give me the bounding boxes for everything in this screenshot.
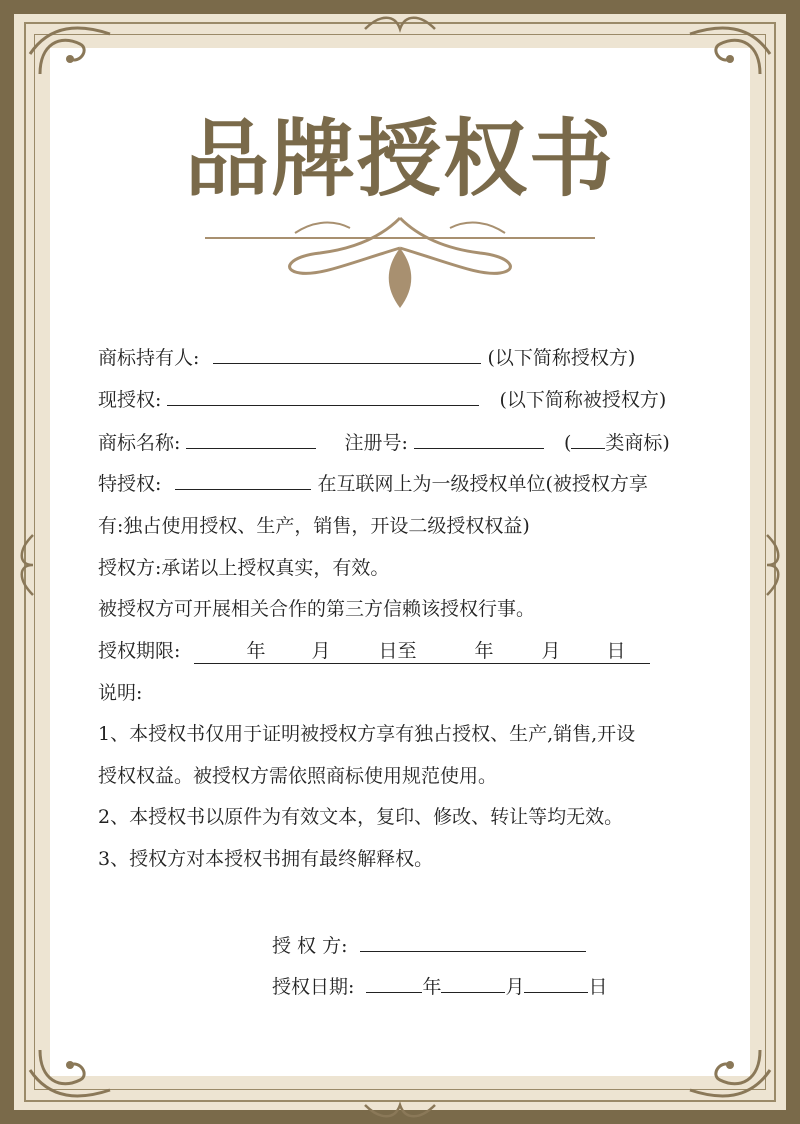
grantee-line: [98, 385, 666, 412]
note-1b: 授权权益。被授权方需依照商标使用规范使用。: [98, 765, 498, 787]
note-2: 2、本授权书以原件为有效文本，复印、修改、转让等均无效。: [98, 806, 624, 828]
class-field[interactable]: [571, 430, 605, 449]
notes-label: 说明:: [98, 682, 143, 704]
corner-flourish-icon: [680, 14, 780, 94]
special-auth-rest: 在互联网上为一级授权单位(被授权方享: [317, 473, 648, 495]
signature-party-line: [272, 931, 586, 958]
holder-label: 商标持有人:: [98, 347, 200, 369]
holder-suffix: (以下简称授权方): [487, 347, 636, 369]
third-party-line: 被授权方可开展相关合作的第三方信赖该授权行事。: [98, 598, 536, 620]
rights-line: 有:独占使用授权、生产，销售，开设二级授权权益): [98, 515, 530, 537]
special-auth-line: [98, 469, 648, 496]
corner-flourish-icon: [680, 1030, 780, 1110]
reg-no-field[interactable]: [414, 430, 544, 449]
corner-flourish-icon: [20, 14, 120, 94]
date-label: 授权日期:: [272, 976, 355, 998]
note-3: 3、授权方对本授权书拥有最终解释权。: [98, 848, 434, 870]
ornament-icon: [200, 208, 600, 318]
grantee-label: 现授权:: [98, 389, 162, 411]
party-label: 授 权 方:: [272, 935, 348, 957]
trademark-name-field[interactable]: [186, 430, 316, 449]
period-line: [98, 636, 650, 664]
class-open: (: [564, 432, 572, 454]
top-flourish-icon: [360, 14, 440, 44]
class-suffix: 类商标): [605, 432, 670, 454]
note-1a: 1、本授权书仅用于证明被授权方享有独占授权、生产,销售,开设: [98, 723, 636, 745]
party-field[interactable]: [360, 933, 586, 952]
bottom-flourish-icon: [360, 1090, 440, 1120]
left-flourish-icon: [18, 530, 48, 600]
period-field[interactable]: 年 月 日至 年 月 日: [194, 636, 649, 664]
special-auth-field[interactable]: [175, 471, 311, 490]
date-day-field[interactable]: [524, 974, 588, 993]
holder-line: [98, 343, 635, 370]
trademark-line: [98, 428, 670, 455]
page-title: 品牌授权书: [184, 110, 615, 208]
corner-flourish-icon: [20, 1030, 120, 1110]
right-flourish-icon: [752, 530, 782, 600]
grantee-field[interactable]: [167, 387, 479, 406]
holder-field[interactable]: [213, 345, 481, 364]
date-year-field[interactable]: [366, 974, 422, 993]
date-month-field[interactable]: [441, 974, 505, 993]
period-label: 授权期限:: [98, 640, 181, 662]
signature-date-line: 授权日期: 年 月 日: [272, 976, 608, 998]
trademark-name-label: 商标名称:: [98, 432, 181, 454]
promise-line: 授权方:承诺以上授权真实，有效。: [98, 557, 390, 579]
reg-no-label: 注册号:: [344, 432, 408, 454]
special-auth-label: 特授权:: [98, 473, 162, 495]
grantee-suffix: (以下简称被授权方): [499, 389, 667, 411]
